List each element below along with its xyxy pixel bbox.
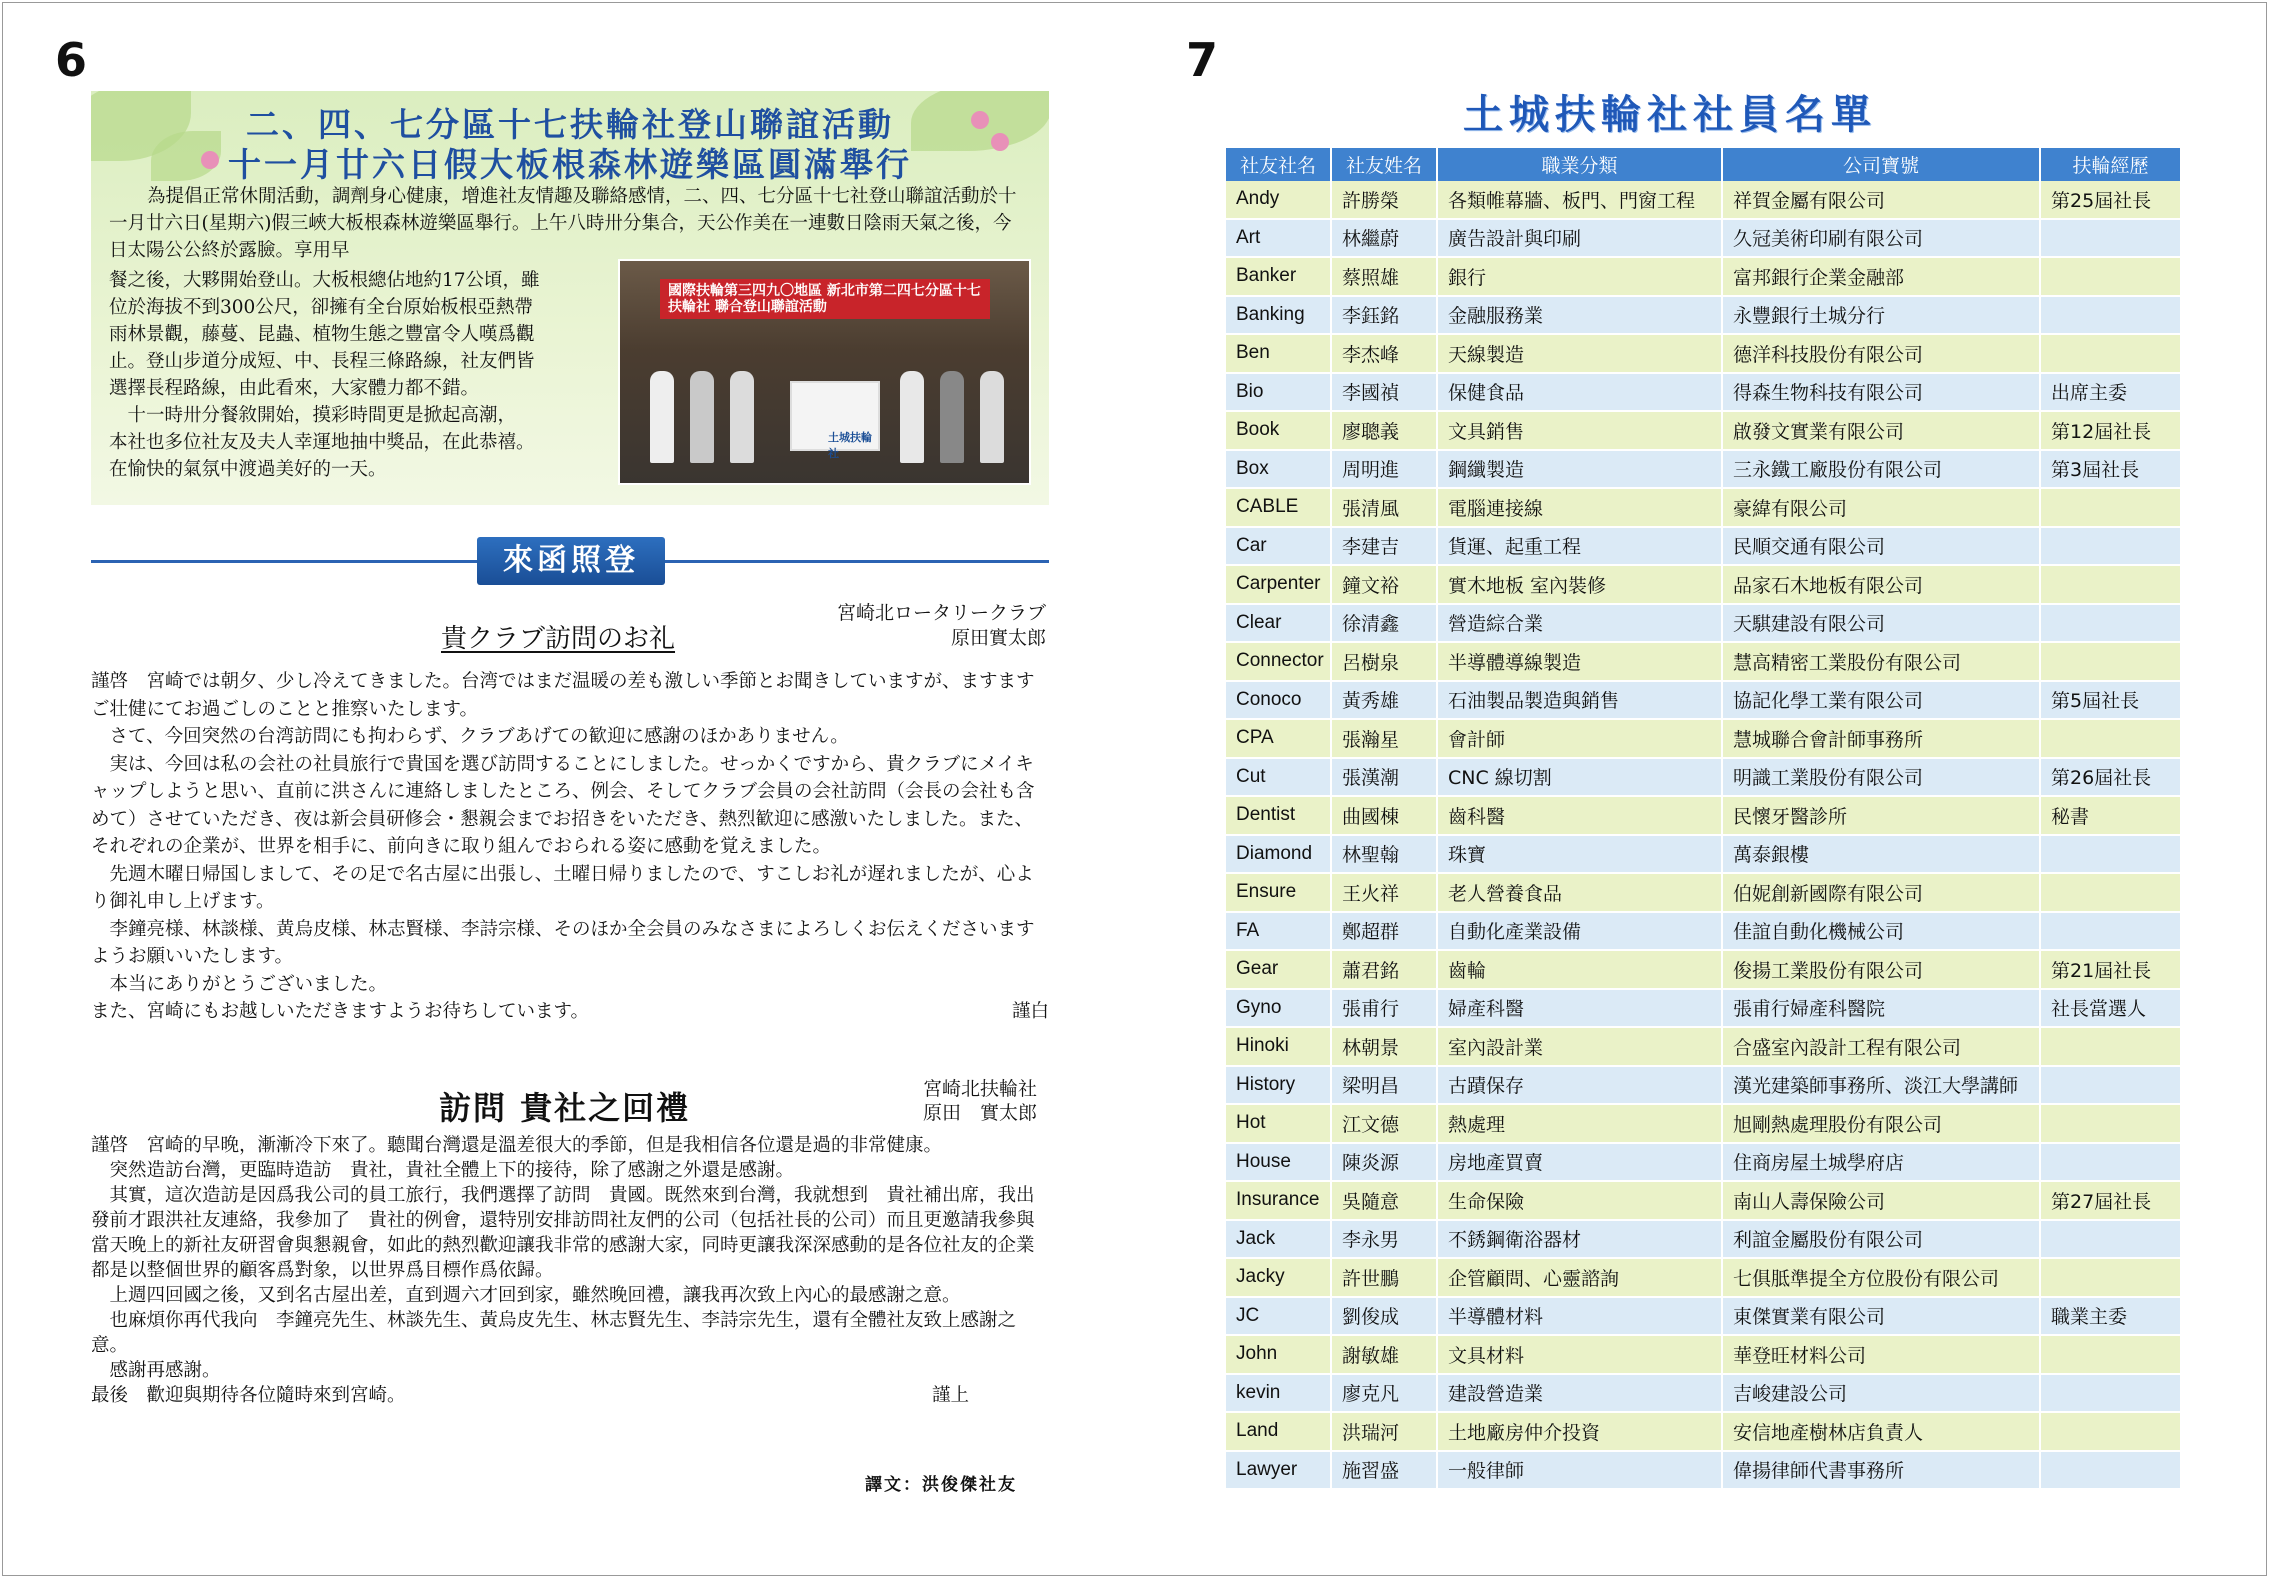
company: 吉峻建設公司	[1723, 1375, 2041, 1414]
photo-banner-text: 國際扶輪第三四九〇地區 新北市第二四七分區十七扶輪社 聯合登山聯誼活動	[660, 279, 990, 319]
company: 華登旺材料公司	[1723, 1336, 2041, 1375]
magazine-spread	[2, 2, 2267, 1576]
member-name: 廖克凡	[1332, 1375, 1438, 1414]
company: 久冠美術印刷有限公司	[1723, 220, 2041, 259]
company: 合盛室內設計工程有限公司	[1723, 1028, 2041, 1067]
table-row	[1226, 759, 2182, 798]
rotary-history	[2041, 1413, 2182, 1452]
rotary-history	[2041, 605, 2182, 644]
company: 協記化學工業有限公司	[1723, 682, 2041, 721]
table-row	[1226, 528, 2182, 567]
member-name: 林聖翰	[1332, 836, 1438, 875]
section-title: 來函照登	[477, 537, 665, 585]
paragraph: 上週四回國之後，又到名古屋出差，直到週六才回到家，雖然晚回禮，讓我再次致上內心的最感謝之意。	[91, 1285, 961, 1306]
member-name: 廖聰義	[1332, 412, 1438, 451]
page-number-right: 7	[1186, 33, 1219, 87]
paragraph: 感謝再感謝。	[91, 1360, 221, 1381]
company: 慧城聯合會計師事務所	[1723, 720, 2041, 759]
member-club-name: Hinoki	[1226, 1028, 1332, 1067]
table-row	[1226, 220, 2182, 259]
occupation: 一般律師	[1438, 1452, 1723, 1491]
member-name: 蔡照雄	[1332, 258, 1438, 297]
member-name: 李永男	[1332, 1221, 1438, 1260]
occupation: 鋼纖製造	[1438, 451, 1723, 490]
member-club-name: Jacky	[1226, 1259, 1332, 1298]
japanese-letter-org: 宮崎北ロータリークラブ	[836, 602, 1046, 624]
table-row	[1226, 181, 2182, 220]
table-row	[1226, 682, 2182, 721]
closing-mark: 謹上	[931, 1385, 969, 1406]
chinese-letter-title: 訪問 貴社之回禮	[439, 1089, 691, 1127]
member-name: 徐清鑫	[1332, 605, 1438, 644]
member-club-name: House	[1226, 1144, 1332, 1183]
chinese-letter-org: 宮崎北扶輪社	[923, 1078, 1038, 1100]
table-row	[1226, 1336, 2182, 1375]
member-club-name: CABLE	[1226, 489, 1332, 528]
member-roster-table	[1226, 148, 2182, 1490]
occupation: 貨運、起重工程	[1438, 528, 1723, 567]
table-row	[1226, 913, 2182, 952]
closing-paragraph	[91, 998, 1049, 1026]
member-name: 李國禎	[1332, 374, 1438, 413]
company: 慧高精密工業股份有限公司	[1723, 643, 2041, 682]
rotary-history: 職業主委	[2041, 1298, 2182, 1337]
occupation: 企管顧問、心靈諮詢	[1438, 1259, 1723, 1298]
rotary-history	[2041, 528, 2182, 567]
table-row	[1226, 874, 2182, 913]
member-name: 鄭超群	[1332, 913, 1438, 952]
member-club-name: Jack	[1226, 1221, 1332, 1260]
rotary-history	[2041, 297, 2182, 336]
table-row	[1226, 1182, 2182, 1221]
occupation: 婦產科醫	[1438, 990, 1723, 1029]
member-club-name: Carpenter	[1226, 566, 1332, 605]
member-name: 梁明昌	[1332, 1067, 1438, 1106]
member-name: 李建吉	[1332, 528, 1438, 567]
occupation: 生命保險	[1438, 1182, 1723, 1221]
occupation: 電腦連接線	[1438, 489, 1723, 528]
member-name: 李鈺銘	[1332, 297, 1438, 336]
company: 民懷牙醫診所	[1723, 797, 2041, 836]
occupation: 半導體材料	[1438, 1298, 1723, 1337]
rotary-history: 第27屆社長	[2041, 1182, 2182, 1221]
company: 漢光建築師事務所、淡江大學講師	[1723, 1067, 2041, 1106]
company: 啟發文實業有限公司	[1723, 412, 2041, 451]
member-name: 張清風	[1332, 489, 1438, 528]
paragraph: 李鐘亮様、林談様、黄烏皮様、林志賢様、李詩宗様、そのほか全会員のみなさまによろしくお伝えくださいますようお願いいたします。	[91, 918, 1035, 967]
member-name: 江文德	[1332, 1105, 1438, 1144]
rotary-history	[2041, 566, 2182, 605]
person-figure	[690, 371, 714, 463]
company: 張甫行婦產科醫院	[1723, 990, 2041, 1029]
occupation: 室內設計業	[1438, 1028, 1723, 1067]
occupation: CNC 線切割	[1438, 759, 1723, 798]
occupation: 齒輪	[1438, 951, 1723, 990]
member-club-name: Banking	[1226, 297, 1332, 336]
table-row	[1226, 643, 2182, 682]
chinese-letter-sender	[923, 1077, 1037, 1125]
roster-body	[1226, 181, 2182, 1490]
member-name: 洪瑞河	[1332, 1413, 1438, 1452]
occupation: 實木地板 室內裝修	[1438, 566, 1723, 605]
rotary-history: 第12屆社長	[2041, 412, 2182, 451]
paragraph: 突然造訪台灣，更臨時造訪 貴社，貴社全體上下的接待，除了感謝之外還是感謝。	[91, 1160, 795, 1181]
translator-credit: 譯文：洪俊傑社友	[865, 1475, 1017, 1495]
rotary-history	[2041, 1105, 2182, 1144]
paragraph: 先週木曜日帰国しまして、その足で名古屋に出張し、土曜日帰りましたので、すこしお礼が遅れましたが、心より御礼申し上げます。	[91, 863, 1034, 912]
table-row	[1226, 1144, 2182, 1183]
member-club-name: Banker	[1226, 258, 1332, 297]
wrap-line: 本社也多位社友及夫人幸運地抽中獎品，在此恭禧。	[109, 432, 535, 453]
occupation: 銀行	[1438, 258, 1723, 297]
rotary-history	[2041, 220, 2182, 259]
member-name: 林繼蔚	[1332, 220, 1438, 259]
member-club-name: Box	[1226, 451, 1332, 490]
occupation: 各類帷幕牆、板門、門窗工程	[1438, 181, 1723, 220]
rotary-history	[2041, 258, 2182, 297]
table-row	[1226, 566, 2182, 605]
member-club-name: John	[1226, 1336, 1332, 1375]
roster-title: 土城扶輪社社員名單	[1463, 92, 1877, 138]
member-name: 劉俊成	[1332, 1298, 1438, 1337]
rotary-history	[2041, 1452, 2182, 1491]
occupation: 天線製造	[1438, 335, 1723, 374]
occupation: 古蹟保存	[1438, 1067, 1723, 1106]
person-figure	[900, 371, 924, 463]
member-club-name: Art	[1226, 220, 1332, 259]
table-row	[1226, 258, 2182, 297]
closing-line: 最後 歡迎與期待各位隨時來到宮崎。	[91, 1385, 406, 1406]
rotary-history	[2041, 643, 2182, 682]
paragraph: 本当にありがとうございました。	[91, 973, 388, 995]
club-sign	[790, 381, 880, 460]
column-header: 社友姓名	[1332, 148, 1438, 181]
paragraph: 也麻煩你再代我向 李鐘亮先生、林談先生、黃烏皮先生、林志賢先生、李詩宗先生，還有全體社友致上感謝之意。	[91, 1310, 1017, 1356]
member-club-name: Book	[1226, 412, 1332, 451]
company: 安信地產樹林店負責人	[1723, 1413, 2041, 1452]
member-club-name: FA	[1226, 913, 1332, 952]
occupation: 文具材料	[1438, 1336, 1723, 1375]
occupation: 自動化產業設備	[1438, 913, 1723, 952]
occupation: 文具銷售	[1438, 412, 1723, 451]
table-row	[1226, 951, 2182, 990]
occupation: 老人營養食品	[1438, 874, 1723, 913]
occupation: 金融服務業	[1438, 297, 1723, 336]
occupation: 建設營造業	[1438, 1375, 1723, 1414]
table-row	[1226, 605, 2182, 644]
member-name: 許勝榮	[1332, 181, 1438, 220]
table-row	[1226, 1413, 2182, 1452]
company: 住商房屋土城學府店	[1723, 1144, 2041, 1183]
member-name: 林朝景	[1332, 1028, 1438, 1067]
member-club-name: Gyno	[1226, 990, 1332, 1029]
japanese-letter-author: 原田實太郎	[950, 627, 1046, 649]
table-row	[1226, 797, 2182, 836]
member-name: 王火祥	[1332, 874, 1438, 913]
rotary-history: 第26屆社長	[2041, 759, 2182, 798]
event-banner	[91, 91, 1049, 505]
company: 德洋科技股份有限公司	[1723, 335, 2041, 374]
member-name: 陳炎源	[1332, 1144, 1438, 1183]
table-row	[1226, 412, 2182, 451]
wrap-line: 雨林景觀，藤蔓、昆蟲、植物生態之豐富令人嘆爲觀	[109, 324, 535, 345]
wrap-line: 選擇長程路線，由此看來，大家體力都不錯。	[109, 378, 480, 399]
occupation: 熱處理	[1438, 1105, 1723, 1144]
occupation: 廣告設計與印刷	[1438, 220, 1723, 259]
company: 民順交通有限公司	[1723, 528, 2041, 567]
banner-title-line2: 十一月廿六日假大板根森林遊樂區圓滿舉行	[228, 145, 912, 184]
member-name: 曲國棟	[1332, 797, 1438, 836]
member-club-name: Andy	[1226, 181, 1332, 220]
rotary-history	[2041, 836, 2182, 875]
member-club-name: Conoco	[1226, 682, 1332, 721]
closing-paragraph	[91, 1383, 1049, 1408]
member-club-name: Dentist	[1226, 797, 1332, 836]
company: 伯妮創新國際有限公司	[1723, 874, 2041, 913]
company: 富邦銀行企業金融部	[1723, 258, 2041, 297]
table-header-row	[1226, 148, 2182, 181]
page-number-left: 6	[55, 33, 88, 87]
occupation: 營造綜合業	[1438, 605, 1723, 644]
company: 偉揚律師代書事務所	[1723, 1452, 2041, 1491]
closing-line: また、宮崎にもお越しいただきますようお待ちしています。	[91, 1001, 590, 1022]
rotary-history	[2041, 489, 2182, 528]
table-row	[1226, 451, 2182, 490]
member-name: 呂樹泉	[1332, 643, 1438, 682]
member-club-name: Clear	[1226, 605, 1332, 644]
occupation: 齒科醫	[1438, 797, 1723, 836]
column-header: 職業分類	[1438, 148, 1723, 181]
banner-intro: 為提倡正常休閒活動，調劑身心健康，增進社友情趣及聯絡感情，二、四、七分區十七社登山聯誼活動於十一月廿六日(星期六)假三峽大板根森林遊樂區舉行。上午八時卅分集合，天公作美在一連數日陰雨天氣之後，今日太陽公公終於露臉。享用早	[109, 186, 1017, 261]
rotary-history: 出席主委	[2041, 374, 2182, 413]
wrap-line: 在愉快的氣氛中渡過美好的一天。	[109, 459, 387, 480]
paragraph: さて、今回突然の台湾訪問にも拘わらず、クラブあげての歓迎に感謝のほかありません。	[91, 726, 849, 747]
occupation: 不銹鋼衛浴器材	[1438, 1221, 1723, 1260]
paragraph: 実は、今回は私の会社の社員旅行で貴国を選び訪問することにしました。せっかくですから、貴クラブにメイキャップしようと思い、直前に洪さんに連絡しましたところ、例会、そしてクラブ会員の会社訪問（会長の会社も含めて）させていただき、夜は新会員研修会・懇親会までお招きをいただき、熱烈歓迎に感激いたしました。また、それぞれの企業が、世界を相手に、前向きに取り組んでおられる姿に感動を覚えました。	[91, 753, 1035, 857]
company: 三永鐵工廠股份有限公司	[1723, 451, 2041, 490]
table-row	[1226, 836, 2182, 875]
company: 萬泰銀樓	[1723, 836, 2041, 875]
column-header: 扶輪經歷	[2041, 148, 2182, 181]
member-name: 鐘文裕	[1332, 566, 1438, 605]
member-club-name: Ben	[1226, 335, 1332, 374]
rotary-history: 第21屆社長	[2041, 951, 2182, 990]
member-name: 蕭君銘	[1332, 951, 1438, 990]
table-row	[1226, 1375, 2182, 1414]
rotary-history	[2041, 1028, 2182, 1067]
member-name: 張瀚星	[1332, 720, 1438, 759]
rotary-history	[2041, 913, 2182, 952]
occupation: 土地廠房仲介投資	[1438, 1413, 1723, 1452]
closing-mark: 謹白	[1011, 1001, 1049, 1022]
rotary-history: 第25屆社長	[2041, 181, 2182, 220]
table-row	[1226, 335, 2182, 374]
member-club-name: JC	[1226, 1298, 1332, 1337]
company: 永豐銀行土城分行	[1723, 297, 2041, 336]
rotary-history	[2041, 1144, 2182, 1183]
company: 祥賀金屬有限公司	[1723, 181, 2041, 220]
member-name: 李杰峰	[1332, 335, 1438, 374]
company: 豪緯有限公司	[1723, 489, 2041, 528]
occupation: 石油製品製造與銷售	[1438, 682, 1723, 721]
member-name: 謝敏雄	[1332, 1336, 1438, 1375]
table-row	[1226, 1452, 2182, 1491]
wrap-line: 餐之後，大夥開始登山。大板根總佔地約17公頃，雖	[109, 270, 540, 291]
member-name: 施習盛	[1332, 1452, 1438, 1491]
rotary-history	[2041, 335, 2182, 374]
paragraph: 其實，這次造訪是因爲我公司的員工旅行，我們選擇了訪問 貴國。既然來到台灣，我就想到 貴社補出席，我出發前才跟洪社友連絡，我參加了 貴社的例會，還特別安排訪問社友們的公司（包括社長的公司）而且更邀請我參與當天晚上的新社友研習會與懇親會，如此的熱烈歡迎讓我非常的感謝大家，同時更讓我深深感動的是各位社友的企業都是以整個世界的顧客爲對象，以世界爲目標作爲依歸。	[91, 1185, 1035, 1281]
column-header: 社友社名	[1226, 148, 1332, 181]
rotary-history: 社長當選人	[2041, 990, 2182, 1029]
company: 旭剛熱處理股份有限公司	[1723, 1105, 2041, 1144]
table-row	[1226, 990, 2182, 1029]
company: 明識工業股份有限公司	[1723, 759, 2041, 798]
group-photo	[618, 259, 1031, 485]
table-row	[1226, 1067, 2182, 1106]
person-figure	[940, 371, 964, 463]
member-name: 張漢潮	[1332, 759, 1438, 798]
japanese-letter-body	[91, 668, 1049, 1026]
rotary-history	[2041, 720, 2182, 759]
member-name: 許世鵬	[1332, 1259, 1438, 1298]
rotary-history: 第5屆社長	[2041, 682, 2182, 721]
member-club-name: Lawyer	[1226, 1452, 1332, 1491]
table-row	[1226, 374, 2182, 413]
table-row	[1226, 489, 2182, 528]
paragraph: 謹啓 宮崎的早晚，漸漸冷下來了。聽聞台灣還是溫差很大的季節，但是我相信各位還是過的非常健康。	[91, 1135, 943, 1156]
occupation: 保健食品	[1438, 374, 1723, 413]
company: 天騏建設有限公司	[1723, 605, 2041, 644]
company: 利誼金屬股份有限公司	[1723, 1221, 2041, 1260]
member-club-name: Connector	[1226, 643, 1332, 682]
member-name: 周明進	[1332, 451, 1438, 490]
wrap-line: 位於海拔不到300公尺，卻擁有全台原始板根亞熱帶	[109, 297, 533, 318]
table-row	[1226, 1259, 2182, 1298]
japanese-letter-sender	[837, 601, 1046, 651]
column-header: 公司寶號	[1723, 148, 2041, 181]
rotary-history: 第3屆社長	[2041, 451, 2182, 490]
person-figure	[730, 371, 754, 463]
company: 七俱胝準提全方位股份有限公司	[1723, 1259, 2041, 1298]
member-name: 吳隨意	[1332, 1182, 1438, 1221]
banner-wrap-text	[109, 267, 609, 483]
member-club-name: Insurance	[1226, 1182, 1332, 1221]
member-name: 張甫行	[1332, 990, 1438, 1029]
occupation: 會計師	[1438, 720, 1723, 759]
chinese-letter-author: 原田 實太郎	[923, 1102, 1038, 1124]
member-club-name: Car	[1226, 528, 1332, 567]
member-club-name: Cut	[1226, 759, 1332, 798]
member-club-name: Land	[1226, 1413, 1332, 1452]
occupation: 房地產買賣	[1438, 1144, 1723, 1183]
company: 品家石木地板有限公司	[1723, 566, 2041, 605]
member-club-name: CPA	[1226, 720, 1332, 759]
table-row	[1226, 1298, 2182, 1337]
person-figure	[650, 371, 674, 463]
company: 俊揚工業股份有限公司	[1723, 951, 2041, 990]
occupation: 珠寶	[1438, 836, 1723, 875]
rotary-history	[2041, 1067, 2182, 1106]
member-name: 黃秀雄	[1332, 682, 1438, 721]
member-club-name: Hot	[1226, 1105, 1332, 1144]
member-club-name: Gear	[1226, 951, 1332, 990]
company: 南山人壽保險公司	[1723, 1182, 2041, 1221]
company: 佳誼自動化機械公司	[1723, 913, 2041, 952]
member-club-name: History	[1226, 1067, 1332, 1106]
rotary-history	[2041, 1259, 2182, 1298]
banner-title-line1: 二、四、七分區十七扶輪社登山聯誼活動	[246, 105, 894, 144]
company: 東傑實業有限公司	[1723, 1298, 2041, 1337]
rotary-history: 秘書	[2041, 797, 2182, 836]
paragraph: 謹啓 宮崎では朝夕、少し冷えてきました。台湾ではまだ温暖の差も激しい季節とお聞きしていますが、ますますご壮健にてお過ごしのことと推察いたします。	[91, 671, 1035, 720]
rotary-history	[2041, 1336, 2182, 1375]
member-club-name: Ensure	[1226, 874, 1332, 913]
rotary-history	[2041, 1221, 2182, 1260]
occupation: 半導體導線製造	[1438, 643, 1723, 682]
table-row	[1226, 1221, 2182, 1260]
rotary-history	[2041, 874, 2182, 913]
table-row	[1226, 297, 2182, 336]
chinese-letter-body	[91, 1133, 1049, 1408]
wrap-line: 十一時卅分餐敘開始，摸彩時間更是掀起高潮，	[109, 405, 517, 426]
member-club-name: Diamond	[1226, 836, 1332, 875]
rotary-history	[2041, 1375, 2182, 1414]
member-club-name: Bio	[1226, 374, 1332, 413]
table-row	[1226, 1028, 2182, 1067]
wrap-line: 止。登山步道分成短、中、長程三條路線，社友們皆	[109, 351, 535, 372]
table-row	[1226, 1105, 2182, 1144]
company: 得森生物科技有限公司	[1723, 374, 2041, 413]
club-sign-text: 土城扶輪社	[828, 431, 872, 460]
person-figure	[980, 371, 1004, 463]
member-club-name: kevin	[1226, 1375, 1332, 1414]
japanese-letter-title: 貴クラブ訪問のお礼	[441, 624, 676, 654]
table-row	[1226, 720, 2182, 759]
